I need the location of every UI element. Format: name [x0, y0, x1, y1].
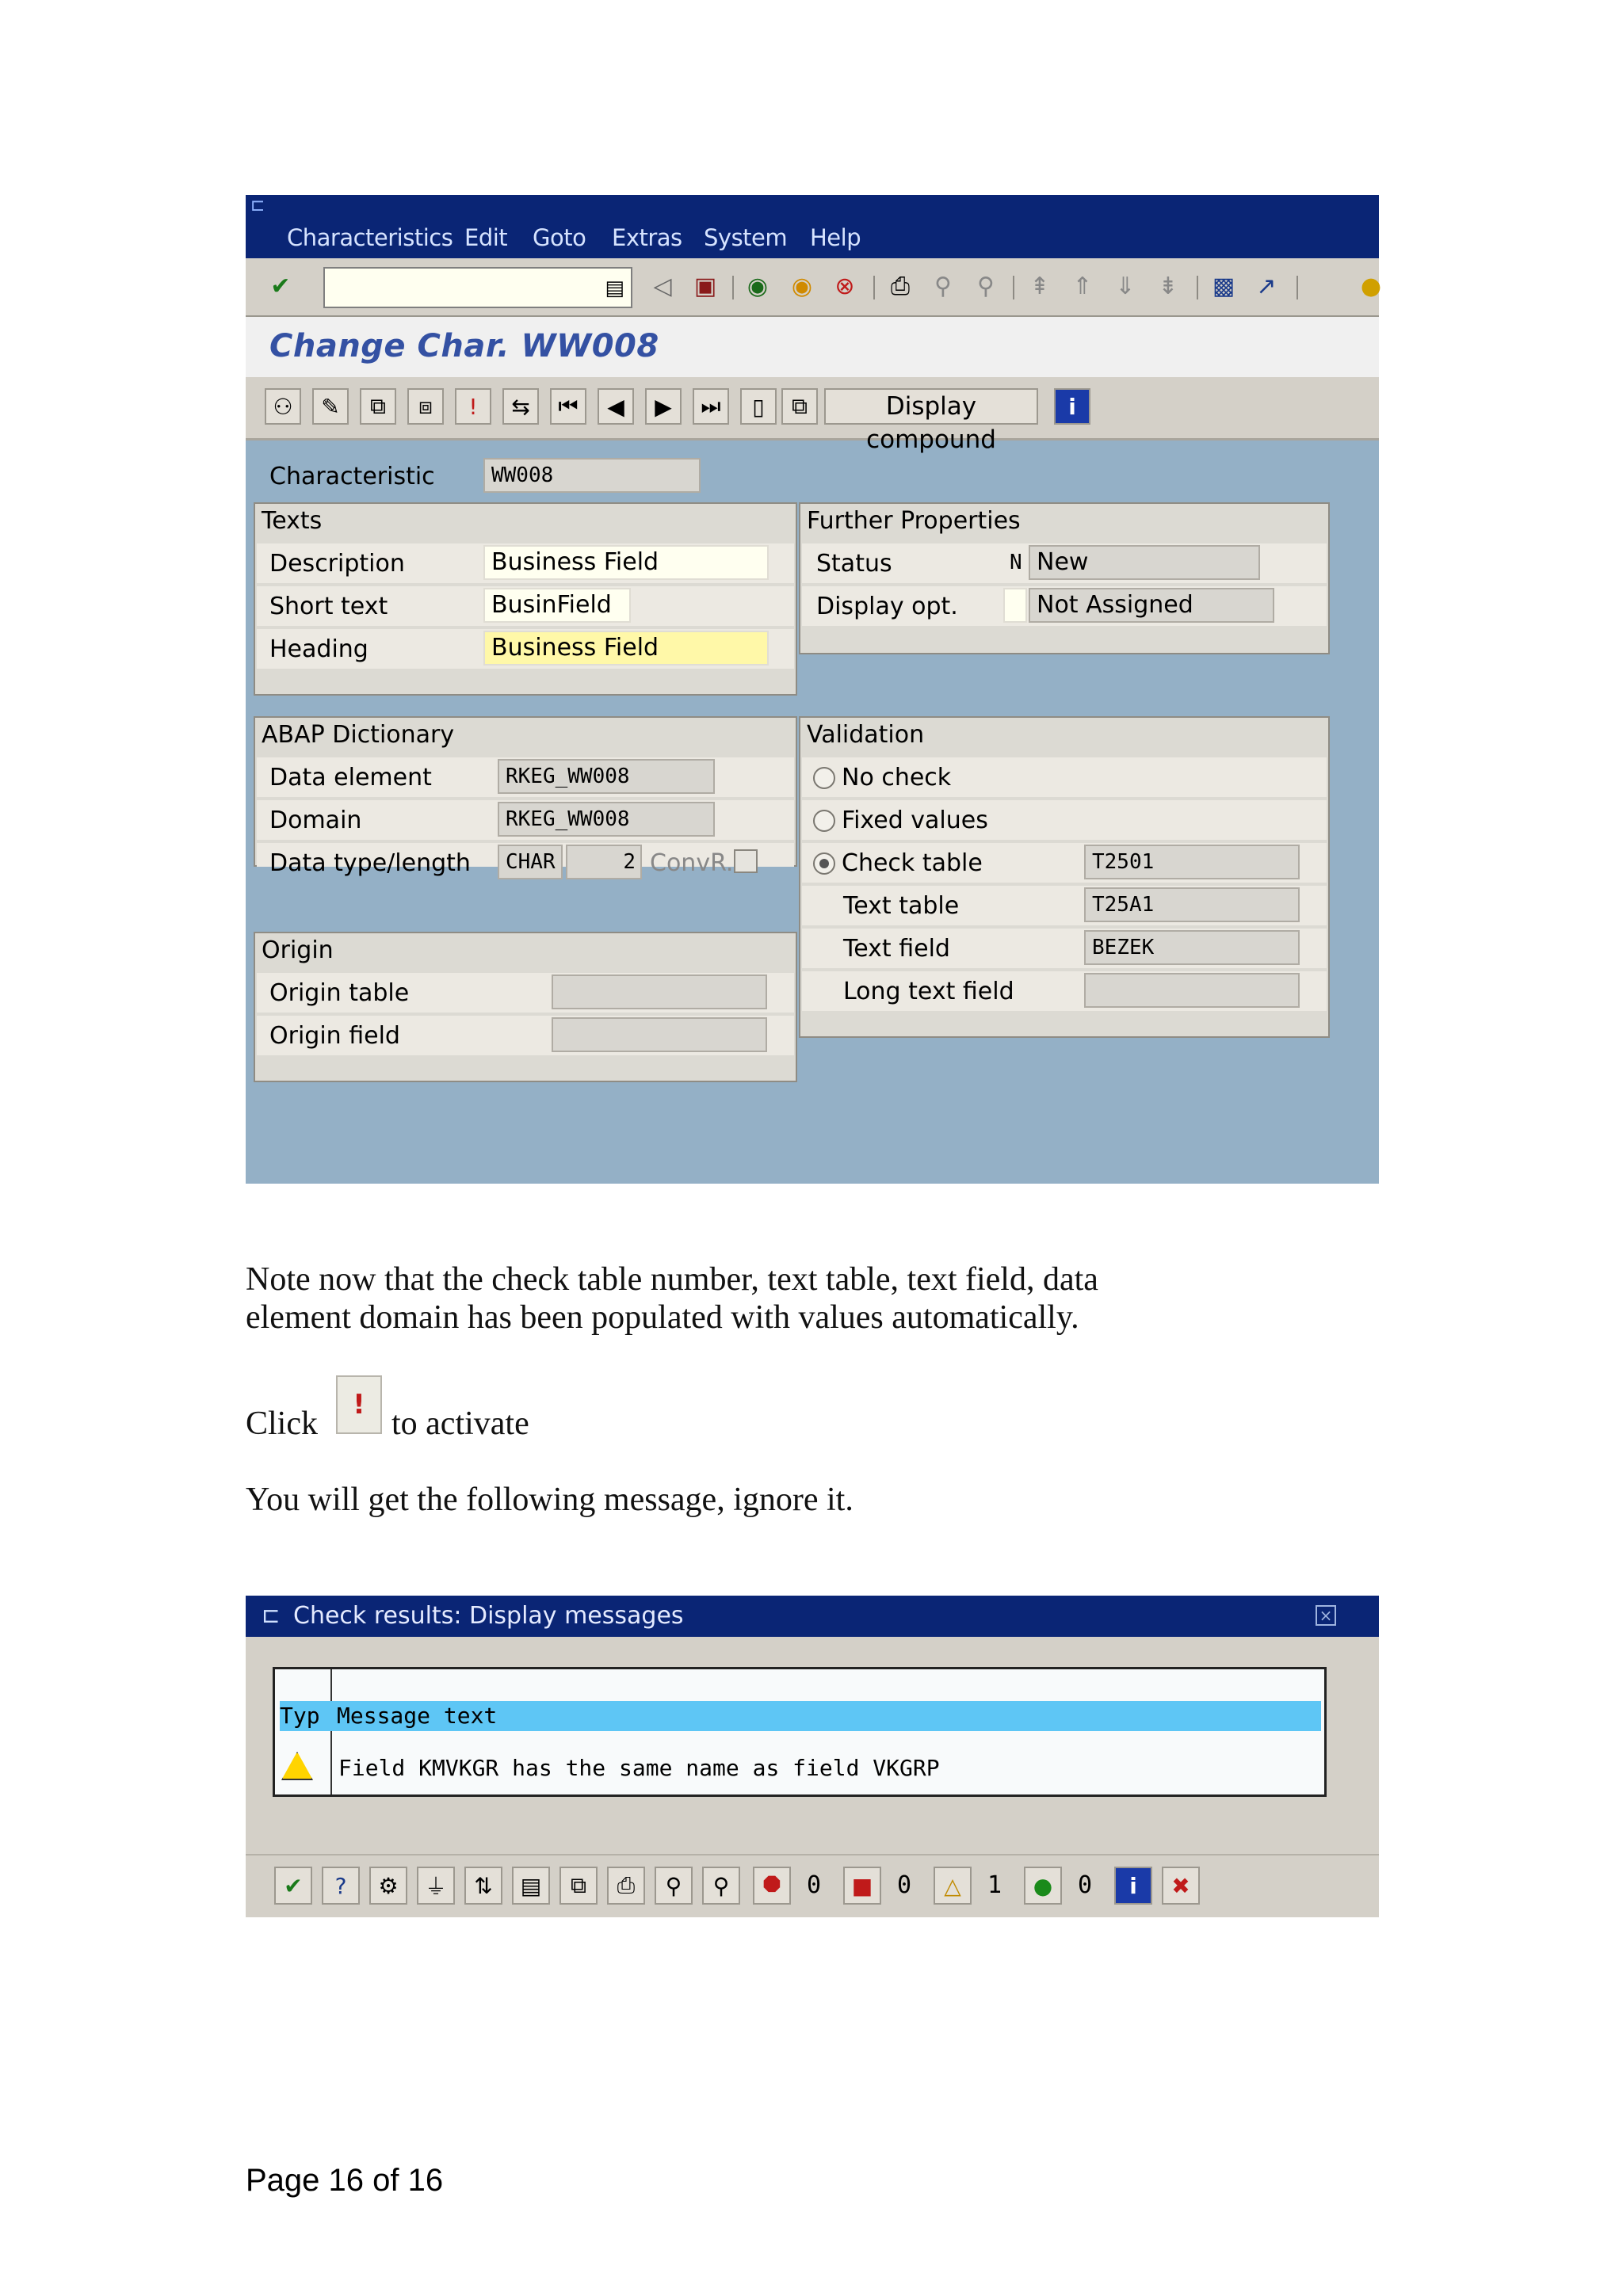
close-icon[interactable]: × [1316, 1605, 1336, 1626]
note-line-1: Note now that the check table number, text table, text field, data [246, 1261, 1098, 1298]
text-table-label: Text table [843, 892, 960, 920]
other-object-icon[interactable]: ⚇ [265, 388, 301, 425]
exit-icon[interactable]: ◉ [791, 273, 813, 300]
success-icon[interactable]: ● [1024, 1867, 1062, 1905]
fixed-values-radio[interactable] [813, 810, 835, 832]
domain-field[interactable]: RKEG_WW008 [498, 802, 715, 837]
page-title: Change Char. WW008 [269, 328, 659, 364]
dialog-title: Check results: Display messages [293, 1602, 684, 1630]
to-activate-text: to activate [391, 1405, 529, 1442]
menu-goto[interactable]: Goto [533, 224, 586, 251]
help-icon[interactable]: ? [322, 1867, 360, 1905]
success-count: 0 [1078, 1871, 1093, 1899]
error-count: 0 [897, 1871, 912, 1899]
print-icon[interactable]: ⎙ [607, 1867, 645, 1905]
activate-inline-icon [336, 1375, 382, 1434]
enter-check-icon[interactable]: ✔ [270, 273, 291, 300]
further-properties-title: Further Properties [807, 507, 1021, 535]
print-icon[interactable]: ⎙ [891, 273, 910, 300]
title-bar [246, 317, 1379, 377]
dialog-title-bar [246, 1596, 1379, 1637]
warning-filter-icon[interactable]: △ [934, 1867, 972, 1905]
origin-field-label: Origin field [269, 1022, 400, 1050]
check-table-field[interactable]: T2501 [1084, 845, 1300, 879]
data-type-label: Data type/length [269, 849, 471, 877]
next-icon[interactable]: ▶ [645, 388, 682, 425]
technical-details-icon[interactable]: ⚙ [369, 1867, 407, 1905]
texts-group-title: Texts [262, 507, 323, 535]
origin-title: Origin [262, 936, 334, 964]
col-type-header[interactable]: Typ [280, 1703, 320, 1729]
text-field-field[interactable]: BEZEK [1084, 930, 1300, 965]
shortcut-icon[interactable]: ↗ [1256, 273, 1277, 300]
dropdown-icon[interactable]: ▤ [605, 277, 624, 300]
data-type-field: CHAR [498, 845, 563, 879]
find-icon[interactable]: ⚲ [934, 273, 952, 300]
menu-bar [246, 195, 1379, 258]
previous-page-icon[interactable]: ⇑ [1072, 273, 1093, 300]
text-field-label: Text field [843, 935, 950, 963]
continue-icon[interactable]: ✔ [274, 1867, 312, 1905]
next-page-icon[interactable]: ⇓ [1115, 273, 1136, 300]
application-toolbar [246, 377, 1379, 454]
sort-icon[interactable]: ⇅ [464, 1867, 502, 1905]
origin-table-field[interactable] [552, 974, 767, 1009]
data-length-field: 2 [566, 845, 642, 879]
info-icon[interactable]: i [1114, 1867, 1152, 1905]
display-change-icon[interactable]: ✎ [312, 388, 349, 425]
copy-icon[interactable]: ⧉ [781, 388, 818, 425]
menu-characteristics[interactable]: Characteristics [287, 224, 453, 251]
layout-icon[interactable]: ▤ [512, 1867, 550, 1905]
origin-field-field[interactable] [552, 1017, 767, 1052]
origin-table-label: Origin table [269, 979, 410, 1007]
display-opt-input[interactable] [1003, 588, 1027, 623]
stop-count: 0 [807, 1871, 822, 1899]
check-icon[interactable]: ⧉ [360, 388, 396, 425]
no-check-label: No check [842, 764, 952, 791]
menu-extras[interactable]: Extras [612, 224, 682, 251]
save-icon[interactable]: ▣ [693, 273, 717, 300]
sap-change-characteristic-window [246, 195, 1382, 1184]
new-document-icon[interactable]: ▯ [740, 388, 777, 425]
menu-edit[interactable]: Edit [464, 224, 508, 251]
last-page-icon[interactable]: ⇟ [1158, 273, 1178, 300]
object-list-icon[interactable]: ⧈ [407, 388, 444, 425]
activate-icon: ǃ [353, 1389, 365, 1421]
check-table-label: Check table [842, 849, 983, 877]
page-number: Page 16 of 16 [246, 2163, 444, 2198]
conv-routine-checkbox[interactable] [734, 849, 758, 873]
validation-title: Validation [807, 721, 925, 749]
message-table [273, 1667, 1327, 1797]
message-instruction: You will get the following message, ignore it. [246, 1482, 854, 1518]
menu-help[interactable]: Help [810, 224, 861, 251]
back-icon[interactable]: ◉ [747, 273, 769, 300]
heading-input[interactable]: Business Field [483, 631, 769, 666]
command-field[interactable] [323, 267, 632, 308]
check-results-dialog [246, 1596, 1379, 1917]
text-table-field[interactable]: T25A1 [1084, 887, 1300, 922]
long-text-field-field[interactable] [1084, 973, 1300, 1008]
click-text: Click [246, 1405, 318, 1442]
info-icon[interactable]: i [1054, 388, 1090, 425]
col-text-header[interactable]: Message text [337, 1703, 498, 1729]
back-arrow-icon[interactable]: ◁ [653, 273, 672, 300]
first-icon[interactable]: ⏮ [550, 388, 586, 425]
fixed-values-label: Fixed values [842, 807, 988, 834]
display-opt-value: Not Assigned [1029, 588, 1274, 623]
characteristic-field[interactable]: WW008 [483, 458, 701, 493]
cancel-icon[interactable]: ⊗ [834, 273, 855, 300]
characteristic-label: Characteristic [269, 463, 435, 490]
no-check-radio[interactable] [813, 767, 835, 789]
description-input[interactable]: Business Field [483, 545, 769, 580]
dialog-toolbar [246, 1854, 1379, 1913]
previous-icon[interactable]: ◀ [598, 388, 634, 425]
abap-dictionary-title: ABAP Dictionary [262, 721, 455, 749]
create-session-icon[interactable]: ▩ [1212, 273, 1235, 300]
data-element-field[interactable]: RKEG_WW008 [498, 759, 715, 794]
message-row-text[interactable]: Field KMVKGR has the same name as field VKGRP [338, 1755, 940, 1781]
display-opt-label: Display opt. [816, 593, 958, 620]
warning-icon [281, 1752, 313, 1780]
help-icon[interactable]: ● [1360, 273, 1382, 300]
find-next-icon[interactable]: ⚲ [977, 273, 995, 300]
stop-icon[interactable]: ⯃ [753, 1867, 791, 1905]
filter-icon[interactable]: ⏚ [417, 1867, 455, 1905]
status-code: N [1003, 545, 1027, 580]
export-icon[interactable]: ⧉ [559, 1867, 598, 1905]
status-value: New [1029, 545, 1260, 580]
cancel-icon[interactable]: ✖ [1162, 1867, 1200, 1905]
short-text-input[interactable]: BusinField [483, 588, 631, 623]
find-icon[interactable]: ⚲ [655, 1867, 693, 1905]
short-text-label: Short text [269, 593, 388, 620]
status-label: Status [816, 550, 892, 578]
standard-toolbar [246, 258, 1382, 317]
description-label: Description [269, 550, 405, 578]
last-icon[interactable]: ⏭ [693, 388, 729, 425]
display-compound-button[interactable]: Display compound [824, 388, 1038, 425]
domain-label: Domain [269, 807, 362, 834]
menu-system[interactable]: System [704, 224, 788, 251]
first-page-icon[interactable]: ⇞ [1029, 273, 1050, 300]
heading-label: Heading [269, 635, 369, 663]
long-text-field-label: Long text field [843, 978, 1014, 1005]
where-used-icon[interactable]: ⇆ [502, 388, 539, 425]
conv-routine-label: ConvR. [650, 849, 734, 877]
activate-icon[interactable]: ǃ [455, 388, 491, 425]
system-menu-icon[interactable]: ⊏ [250, 196, 265, 215]
error-icon[interactable]: ■ [843, 1867, 881, 1905]
check-table-radio[interactable] [813, 852, 835, 875]
note-line-2: element domain has been populated with values automatically. [246, 1299, 1079, 1336]
warning-count: 1 [987, 1871, 1002, 1899]
window-icon: ⊏ [262, 1602, 281, 1628]
data-element-label: Data element [269, 764, 432, 791]
find-next-icon[interactable]: ⚲ [702, 1867, 740, 1905]
